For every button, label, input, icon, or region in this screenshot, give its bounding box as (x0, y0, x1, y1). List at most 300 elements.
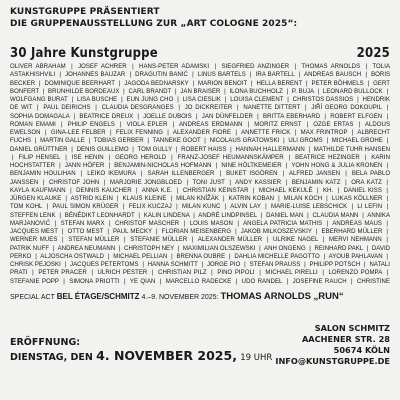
artist-separator: | (306, 121, 309, 128)
venue-email[interactable]: INFO@KUNSTGRUPPE.DE (275, 356, 390, 366)
artist-name: BEATRICE HEZINGER (295, 154, 360, 161)
artist-separator: | (386, 88, 389, 95)
artist-separator: | (386, 229, 389, 235)
artist-separator: | (223, 196, 225, 202)
artist-name: MORITZ ERNST (254, 121, 302, 128)
artist-name: AYOUB PAHLAVAN (328, 253, 383, 260)
special-venue: BEL ÉTAGE/SCHMITZ (56, 292, 140, 301)
artist-separator: | (121, 97, 123, 103)
artist-name: CHRISTOF JOHN (48, 179, 100, 186)
artist-name: P. BUJA (291, 88, 314, 95)
artist-separator: | (247, 121, 250, 128)
artist-name: ANDY KASSIER (235, 179, 282, 186)
artist-separator: | (308, 146, 311, 153)
artist-separator: | (59, 72, 61, 79)
artist-separator: | (306, 80, 308, 87)
artist-name: SARAH ILLENBERGER (147, 171, 215, 178)
artist-separator: | (294, 64, 297, 70)
artist-separator: | (71, 97, 74, 103)
opening-info (10, 336, 272, 365)
special-act-title: THOMAS ARNOLDS „RUN“ (220, 291, 344, 302)
artist-separator: | (326, 196, 328, 202)
artist-separator: | (192, 80, 195, 87)
artist-separator: | (362, 212, 364, 219)
artist-separator: | (204, 138, 206, 145)
artist-separator: | (116, 196, 119, 202)
artist-separator: | (167, 130, 169, 136)
artist-name: DRAGUTIN BANIĆ (135, 72, 188, 79)
artist-name: LOUIS MASON (189, 220, 233, 227)
artist-name: ROBERT HAISS (181, 146, 227, 153)
artist-separator: | (386, 196, 389, 202)
artist-separator: | (282, 171, 285, 178)
artist-separator: | (366, 245, 369, 252)
artist-separator: | (365, 64, 368, 70)
artist-separator: | (322, 270, 324, 277)
artist-separator: | (304, 262, 306, 268)
artist-name: PAUL SIMON KRÜGER (52, 204, 119, 211)
artist-name: THOMAS ARNOLDS (301, 64, 361, 70)
artist-separator: | (42, 179, 45, 186)
artist-name: JAKOB MILKOSZEVSKIY (240, 229, 312, 235)
artist-name: ANDREA NEUMANN (57, 245, 116, 252)
artist-separator: | (42, 88, 45, 95)
artist-name: WERNER MUES (10, 237, 58, 244)
artist-name: PETER PRACER (38, 270, 87, 277)
venue-address (275, 323, 390, 367)
artist-separator: | (60, 121, 63, 128)
artist-name: GERT BONFERT (10, 80, 390, 95)
artist-name: ULRIKE NAGEL (273, 237, 319, 244)
artist-name: MILAN KUNC (182, 204, 221, 211)
artist-name: KARIN HOCHSTATTER (10, 154, 390, 169)
artist-separator: | (298, 72, 301, 79)
artist-name: ROBERT ELFGEN (330, 113, 383, 120)
artist-separator: | (39, 80, 41, 87)
artist-name: BENJAMIN-NICHOLAS HOFMANN (114, 163, 212, 169)
exhibition-title: 30 Jahre Kunstgruppe (10, 46, 158, 61)
artist-separator: | (317, 88, 320, 95)
artist-separator: | (386, 187, 388, 194)
artist-separator: | (285, 163, 288, 169)
artist-separator: | (285, 179, 288, 186)
artist-separator: | (326, 220, 329, 227)
artist-name: LISA BUSCHE (76, 97, 118, 103)
artist-separator: | (34, 138, 37, 145)
artist-separator: | (108, 220, 111, 227)
artist-separator: | (171, 253, 173, 260)
venue-city: 50674 KÖLN (333, 345, 390, 355)
artist-separator: | (235, 278, 238, 285)
artist-name: JOELLE DUBOIS (143, 113, 192, 120)
artist-name: FILIP HENSEL (18, 154, 61, 161)
artist-separator: | (193, 212, 195, 219)
artist-separator: | (136, 187, 138, 194)
artist-separator: | (337, 187, 340, 194)
artist-name: SIMONA PRIOTTI (69, 278, 120, 285)
venue-name: SALON SCHMITZ (314, 323, 390, 333)
artist-separator: | (386, 163, 389, 169)
artist-separator: | (191, 237, 194, 244)
artist-separator: | (316, 187, 319, 194)
artist-name: BEATRICE DREUX (79, 113, 134, 120)
artist-separator: | (364, 262, 366, 268)
artist-separator: | (229, 179, 231, 186)
artist-name: KAYLA KAUFMANN (10, 187, 66, 194)
artist-name: YOHN HONG & JULIA KRONEN (291, 163, 383, 169)
special-dates: 4.–9. NOVEMBER 2025: (141, 294, 219, 301)
artist-name: STEFANIE MÜLLER (130, 237, 188, 244)
artist-separator: | (138, 212, 141, 219)
artist-separator: | (174, 88, 177, 95)
artist-separator: | (304, 105, 307, 112)
artist-separator: | (35, 253, 37, 260)
artist-separator: | (386, 237, 389, 244)
artist-separator: | (63, 278, 65, 285)
opening-weekday: DIENSTAG, DEN (10, 352, 93, 363)
artist-separator: | (259, 245, 261, 252)
opening-label: ERÖFFNUNG: (10, 337, 81, 348)
artist-separator: | (235, 229, 237, 235)
artist-name: JAN DÜNFELDER (201, 113, 253, 120)
artist-separator: | (386, 113, 389, 120)
artist-name: MICHAEL PELLIAN (113, 253, 168, 260)
artist-separator: | (124, 237, 126, 244)
artist-name: HANNAH HALLERMANN (235, 146, 305, 153)
artist-name: ASTRID KLEIN (70, 196, 113, 202)
artist-name: NATALI PRATI (10, 262, 390, 277)
artist-separator: | (122, 204, 125, 211)
artist-separator: | (123, 278, 126, 285)
artist-name: JAN BRAISER (180, 88, 221, 95)
artist-name: CHRISTIAN KEINSTAR (182, 187, 249, 194)
intro-line-2: DIE GRUPPENAUSSTELLUNG ZUR „ART COLOGNE 2025“: (10, 19, 298, 29)
artist-name: BELA PABLO JANSSEN (10, 171, 390, 186)
artist-separator: | (107, 229, 109, 235)
artist-separator: | (118, 245, 121, 252)
artist-name: SOPHIA DOMAGALA (10, 113, 70, 120)
artist-separator: | (71, 64, 73, 70)
artist-separator: | (252, 187, 255, 194)
artist-separator: | (95, 105, 97, 112)
artist-name: DANIEL GRÜTTNER (10, 146, 68, 153)
artist-name: MAXIMILIAN OLSZEWSKI (182, 245, 256, 252)
artist-name: MICHAEL PIRELLI (265, 270, 318, 277)
artist-name: TOLIA ASTAKHISHVILI (10, 64, 390, 79)
artist-separator: | (129, 72, 132, 79)
artist-separator: | (345, 171, 347, 178)
artist-separator: | (108, 154, 111, 161)
artist-separator: | (228, 253, 231, 260)
artist-separator: | (307, 212, 309, 219)
opening-time: 19 UHR (240, 353, 273, 363)
artist-separator: | (237, 105, 239, 112)
artist-name: ULI GROMS (288, 138, 323, 145)
artist-name: ALEXANDER FIORE (172, 130, 232, 136)
artist-separator: | (364, 154, 367, 161)
artist-name: HANS-PETER ADAMSKI (139, 64, 210, 70)
artist-name: ANDRÉ LINDPINSEL (198, 212, 257, 219)
artist-separator: | (294, 130, 297, 136)
title-row (10, 46, 390, 61)
artist-name: ANDREAS BAUSCH (304, 72, 362, 79)
artist-name: ANNETTE FRICK (241, 130, 291, 136)
artist-separator: | (177, 245, 180, 252)
artist-name: OLIVER ABRAHAM (10, 64, 66, 70)
artist-separator: | (237, 220, 239, 227)
artist-separator: | (59, 163, 61, 169)
artist-separator: | (214, 64, 217, 70)
artist-name: BRENNA OUBRE (176, 253, 226, 260)
artist-separator: | (288, 154, 291, 161)
venue-street: AACHENER STR. 28 (301, 334, 390, 344)
artist-separator: | (351, 278, 353, 285)
artist-name: JAGODA BEDNARSKY (124, 80, 189, 87)
artist-name: TOM KOHL (10, 204, 43, 211)
artist-name: DANIEL MAN (266, 212, 304, 219)
artist-separator: | (178, 105, 181, 112)
artist-name: OTTO MEST (67, 229, 104, 235)
artist-separator: | (59, 212, 62, 219)
artist-name: ANNA K.E. (141, 187, 173, 194)
artist-separator: | (156, 229, 158, 235)
artist-name: GINA-LEE FELBER (50, 130, 106, 136)
artist-name: MICHAEL GROHE (331, 138, 383, 145)
artist-separator: | (357, 97, 359, 103)
artist-separator: | (230, 146, 232, 153)
artist-name: EUN JUNG CHO (126, 97, 174, 103)
artist-separator: | (172, 121, 175, 128)
artist-name: TONI JUST (192, 179, 225, 186)
artist-separator: | (358, 121, 361, 128)
artist-name: YE QIAN (129, 278, 156, 285)
artist-separator: | (137, 113, 140, 120)
artist-name: DENIS GUILLEMO (76, 146, 129, 153)
artist-name: LORENZO POMPA (328, 270, 382, 277)
artist-separator: | (12, 154, 14, 161)
artist-name: DENNIS KAUCHER (76, 187, 132, 194)
artist-separator: | (215, 163, 218, 169)
artist-name: TOBIAS GERBER (93, 138, 144, 145)
artist-separator: | (62, 237, 64, 244)
artist-name: STEFFEN LENK (10, 212, 56, 219)
artist-separator: | (37, 105, 39, 112)
artist-name: REINHARD PAKL (314, 245, 364, 252)
artist-name: FELIX KUCZAJ (128, 204, 172, 211)
artist-separator: | (386, 138, 389, 145)
artist-separator: | (140, 171, 143, 178)
artist-name: LEONARD BULLOCK (322, 88, 383, 95)
artist-name: MARJORIE JONGBLOED (110, 179, 182, 186)
artist-name: LISA CIESLIK (182, 97, 221, 103)
artist-separator: | (265, 204, 267, 211)
artist-separator: | (386, 204, 389, 211)
artist-separator: | (323, 253, 326, 260)
artist-separator: | (309, 245, 311, 252)
artist-name: JORGE PIO (206, 262, 241, 268)
artist-name: DAVID PERKO (10, 245, 390, 260)
artist-separator: | (259, 270, 261, 277)
artist-separator: | (283, 138, 285, 145)
artist-name: PETER BÖHMELS (311, 80, 364, 87)
artist-name: PHILIPP POTSCH (309, 262, 361, 268)
artist-separator: | (183, 220, 186, 227)
artist-separator: | (326, 138, 329, 145)
artist-separator: | (224, 97, 227, 103)
artist-name: GEORG HEROLD (115, 154, 167, 161)
artist-name: JANN HÖFER (64, 163, 105, 169)
artist-name: UDO RANDEL (241, 278, 283, 285)
artist-separator: | (142, 262, 144, 268)
artist-separator: | (224, 88, 226, 95)
artist-separator: | (147, 138, 149, 145)
artist-separator: | (177, 97, 179, 103)
artist-name: MAX FRINTROP (300, 130, 348, 136)
artist-separator: | (110, 130, 112, 136)
artist-name: PHILIP ENGELS (67, 121, 115, 128)
artist-name: ANNIKA MARJANOVIĆ (10, 212, 390, 227)
artist-name: BRUNHILDE BORDEAUX (48, 88, 120, 95)
artist-separator: | (151, 270, 154, 277)
artist-separator: | (170, 196, 173, 202)
artist-name: STEFANIE POPP (10, 278, 59, 285)
artist-separator: | (73, 113, 76, 120)
artist-separator: | (266, 237, 269, 244)
artist-name: EBERHARD MÜLLER (321, 229, 383, 235)
artist-name: FRANZ-JOSEF HEUMANNSKÄMPER (177, 154, 284, 161)
artist-name: BENJAMIN KATZ (291, 179, 341, 186)
artist-name: PAUL DEIRICHS (43, 105, 91, 112)
artist-name: ROMAN EMAMI (10, 121, 56, 128)
artist-name: BENJAMIN HOULIHAN (10, 171, 76, 178)
artist-name: ISE HENIN (71, 154, 104, 161)
artist-separator: | (46, 204, 49, 211)
artist-separator: | (119, 121, 122, 128)
artist-separator: | (176, 204, 178, 211)
artist-separator: | (32, 270, 34, 277)
artist-name: MERVI NEHMANN (329, 237, 382, 244)
artist-separator: | (159, 278, 162, 285)
artist-separator: | (201, 262, 204, 268)
artist-name: FELIX FENNING (116, 130, 163, 136)
artist-separator: | (250, 80, 253, 87)
artist-name: TOM GULLY (137, 146, 173, 153)
artist-separator: | (107, 253, 110, 260)
artist-separator: | (315, 229, 318, 235)
artist-name: ALDOUS EWELSON (10, 121, 390, 136)
artist-name: HELLA BERENT (256, 80, 303, 87)
artist-separator: | (118, 80, 121, 87)
artist-separator: | (65, 154, 67, 161)
artist-separator: | (61, 229, 64, 235)
artist-name: CLAUDIA DESGRANGES (101, 105, 174, 112)
artist-name: JIŘÍ GEORG DOKOUPIL (311, 105, 382, 112)
exhibition-year: 2025 (356, 46, 390, 61)
artist-name: DANIEL KISS (343, 187, 382, 194)
artist-name: MARIE-LUISE LEBSCHICK (271, 204, 348, 211)
artist-name: MILAN KOCH (283, 196, 323, 202)
artist-separator: | (249, 72, 252, 79)
artist-name: LUKAS KÖLLNER (331, 196, 383, 202)
artist-separator: | (44, 130, 47, 136)
artist-name: CLAUDIA MANN (312, 212, 359, 219)
opening-date: 4. NOVEMBER 2025, (96, 348, 237, 363)
artist-separator: | (287, 97, 289, 103)
artist-name: JÜRGEN KLAUKE (10, 196, 62, 202)
artist-name: JO DICKREITER (184, 105, 233, 112)
artist-name: ANGELA PATRICIA MATHIS (243, 220, 323, 227)
intro-line-1: KUNSTGRUPPE PRÄSENTIERT (10, 7, 160, 17)
artist-separator: | (386, 179, 389, 186)
artist-name: ANH ONGENG (264, 245, 306, 252)
artist-name: CHRISTOS DASSIOS (292, 97, 354, 103)
artist-name: DOMINIQUE BEERHART (44, 80, 115, 87)
artist-name: PATRIK NUFF (10, 245, 50, 252)
artist-separator: | (88, 138, 91, 145)
artist-list (10, 63, 390, 285)
artist-separator: | (367, 80, 370, 87)
artist-name: STEFAN MÜLLER (68, 237, 120, 244)
special-act (10, 291, 390, 302)
artist-separator: | (257, 113, 259, 120)
artist-name: LI LEFIN (357, 204, 383, 211)
artist-separator: | (54, 220, 57, 227)
artist-name: LINUS BARTELS (197, 72, 246, 79)
artist-name: FLORIAN MEISENBERG (161, 229, 232, 235)
artist-name: OZGE ERTAS (313, 121, 354, 128)
artist-separator: | (260, 212, 263, 219)
artist-separator: | (345, 179, 347, 186)
special-prefix: SPECIAL ACT (10, 294, 55, 301)
artist-name: ILONA BUCHHOLZ (229, 88, 283, 95)
artist-name: HENDRIK DE WIT (10, 97, 390, 112)
artist-separator: | (219, 171, 222, 178)
artist-separator: | (224, 204, 227, 211)
artist-name: JACQUES MEST (10, 229, 58, 235)
artist-name: NANETTE DITTERT (243, 105, 301, 112)
artist-name: BORIS BECKER (10, 72, 390, 87)
artist-separator: | (108, 163, 111, 169)
artist-name: WOLFGANG BURAT (10, 97, 68, 103)
artist-name: NINE HÖLTKEMEIER (221, 163, 282, 169)
artist-separator: | (386, 253, 389, 260)
artist-separator: | (195, 113, 198, 120)
artist-name: DAHLIA MICHELLE PAGOTTO (234, 253, 320, 260)
artist-name: CHRISK PEJOSKI (10, 262, 61, 268)
artist-separator: | (70, 187, 72, 194)
artist-name: CHRISTOPH NEY (124, 245, 175, 252)
artist-name: STEFAN PRAUSS (249, 262, 301, 268)
artist-separator: | (65, 196, 67, 202)
artist-separator: | (64, 262, 67, 268)
artist-name: BÉNÉDIKT LEONHARDT (64, 212, 135, 219)
artist-name: ALJOSCHA OSTWALD (40, 253, 105, 260)
artist-name: ALFRED JANSEN (288, 171, 341, 178)
artist-separator: | (386, 105, 389, 112)
artist-name: LOUISA CLEMENT (230, 97, 284, 103)
artist-separator: | (52, 245, 55, 252)
artist-separator: | (386, 270, 389, 277)
artist-separator: | (80, 171, 83, 178)
artist-separator: | (123, 88, 125, 95)
artist-name: MILAN KNÍŽÁK (176, 196, 219, 202)
artist-separator: | (351, 204, 354, 211)
artist-separator: | (365, 72, 367, 79)
artist-name: NICOLAUS GRATOWSKI (209, 138, 280, 145)
artist-name: JOSEF ACHRER (78, 64, 127, 70)
artist-name: ALEXANDER MÜLLER (197, 237, 263, 244)
artist-name: CHRISTIAN PILZ (158, 270, 207, 277)
